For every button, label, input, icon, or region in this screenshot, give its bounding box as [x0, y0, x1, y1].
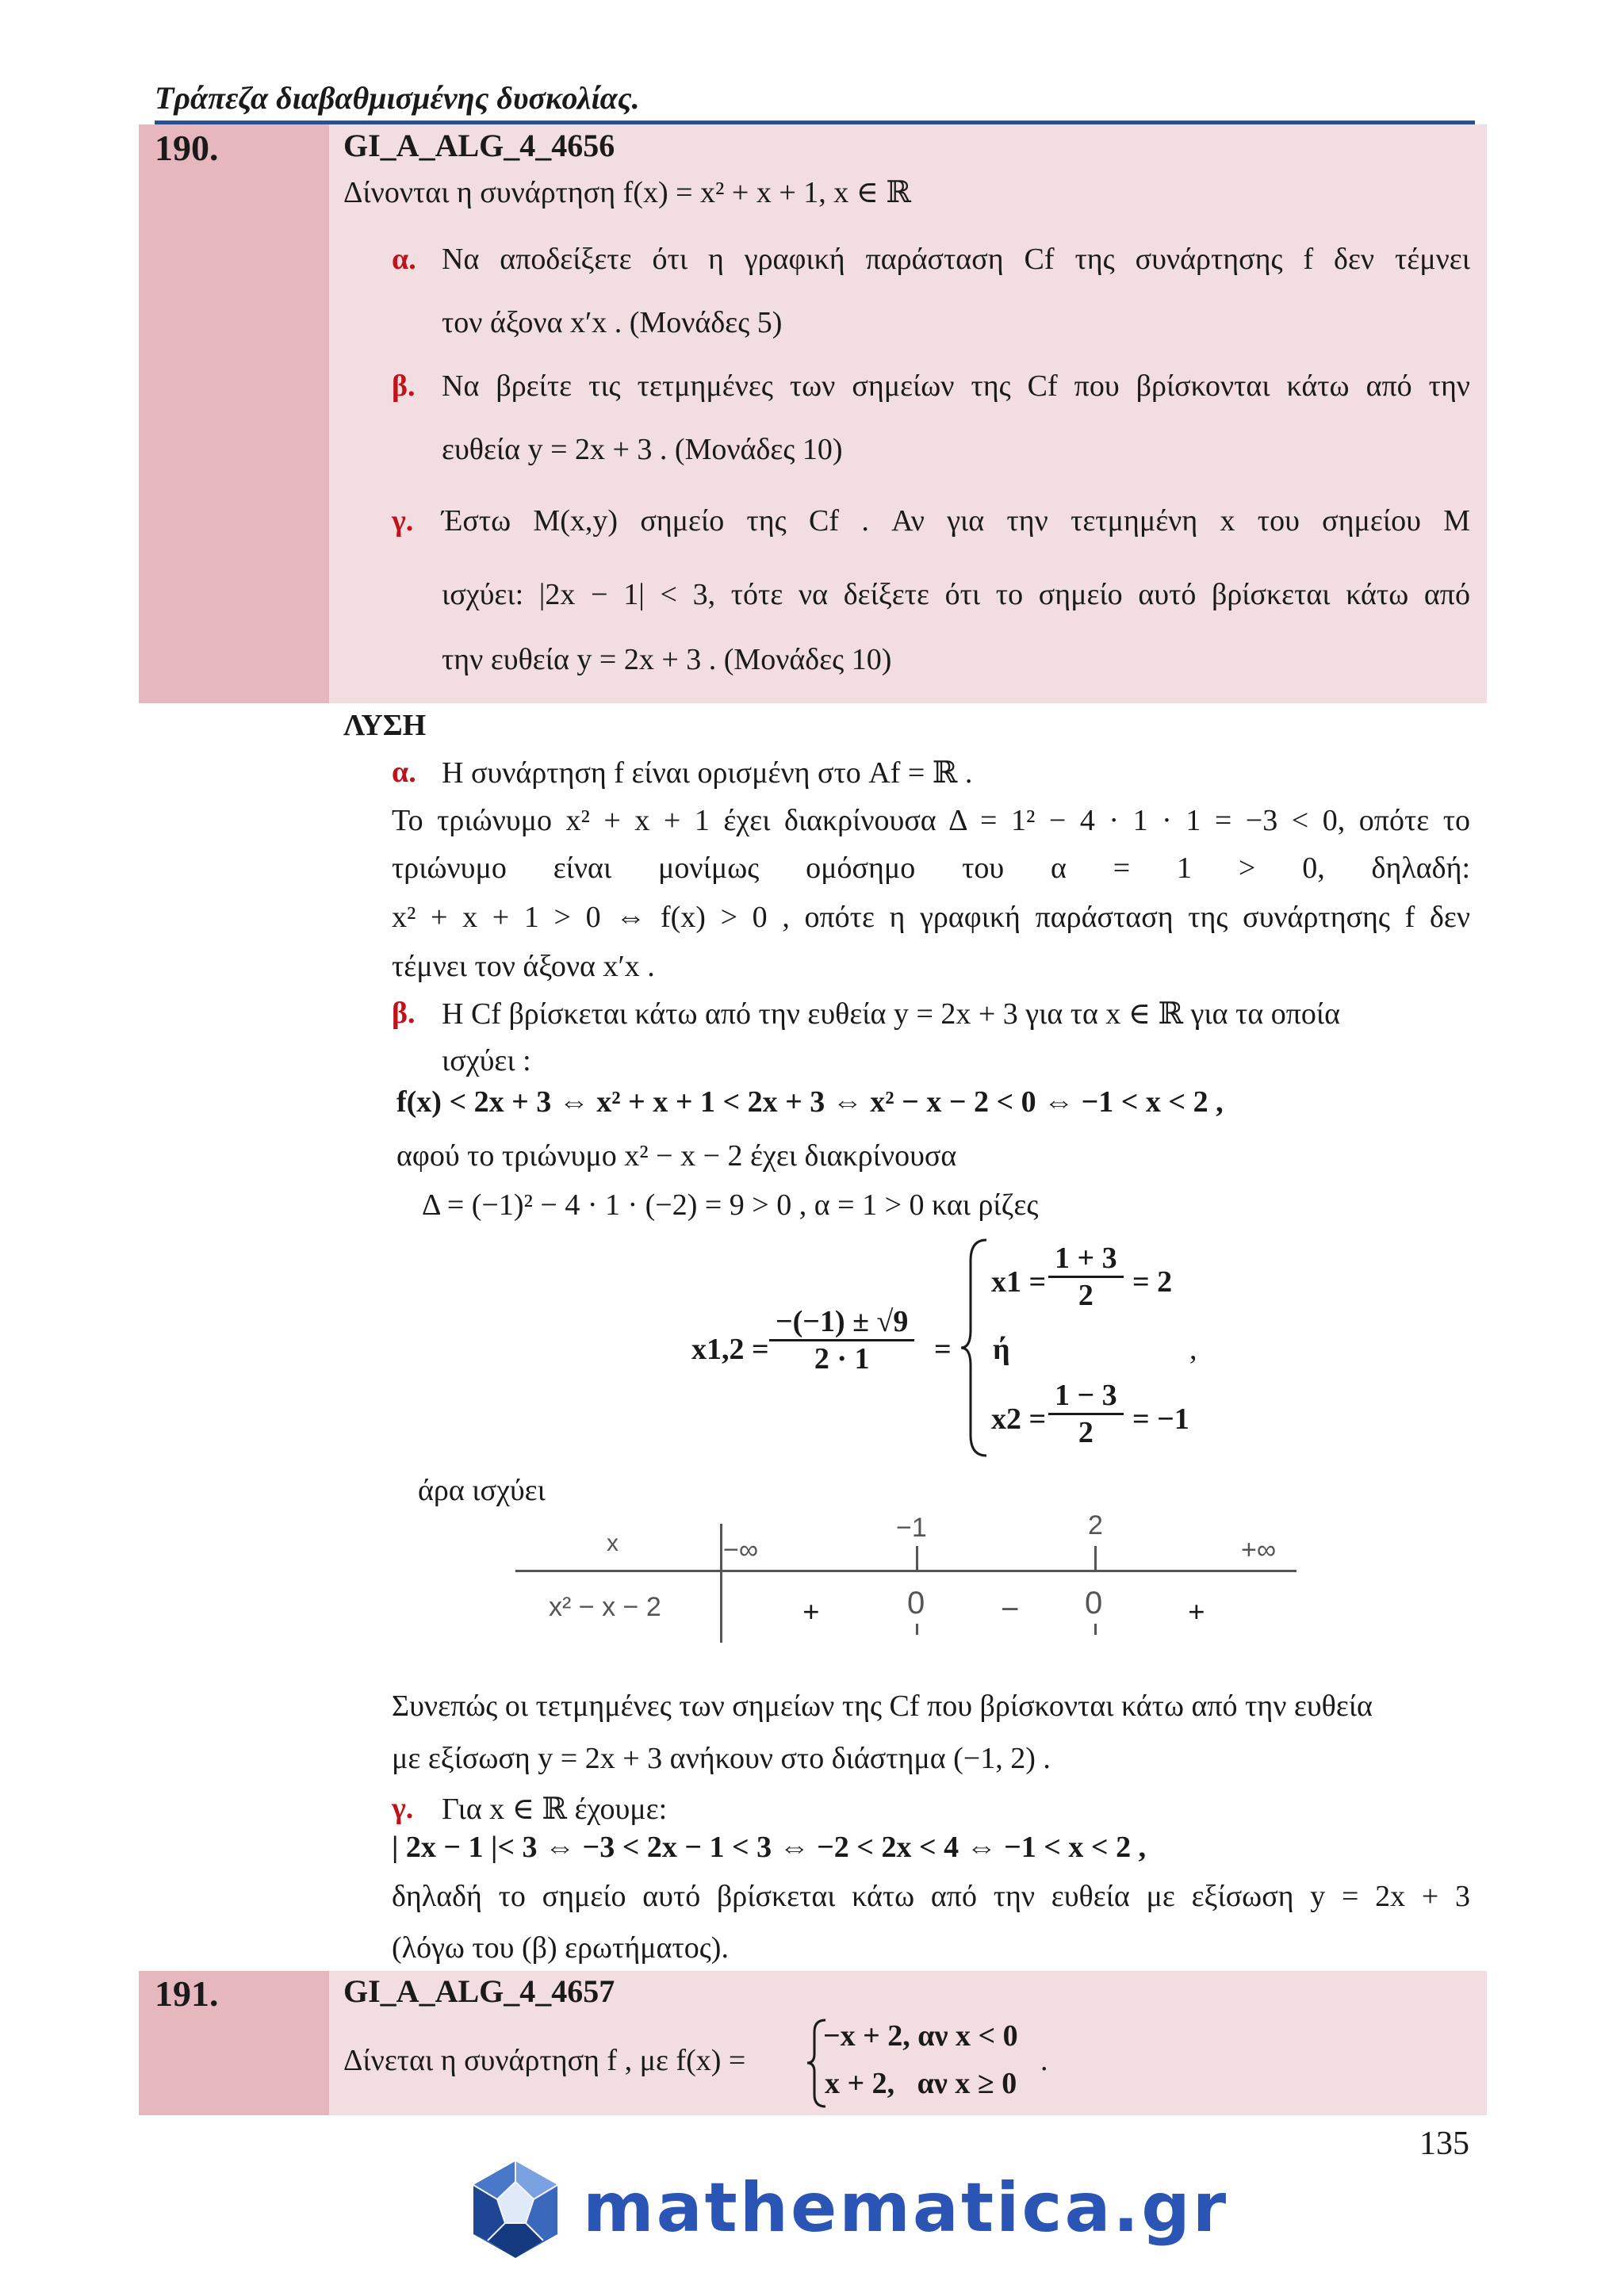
root-x2-rhs: = −1 [1132, 1402, 1189, 1436]
sign-table-s1: + [802, 1596, 820, 1629]
sign-table-s3: + [1188, 1596, 1205, 1629]
sign-table-zline1 [916, 1624, 918, 1635]
solution-conclusion-line1: Συνεπώς οι τετμημένες των σημείων της Cf που βρίσκονται κάτω από την ευθεία [392, 1689, 1373, 1723]
problem-191-given: Δίνεται η συνάρτηση f , με f(x) = [343, 2044, 746, 2077]
roots-fraction [769, 1304, 914, 1376]
solution-b-line3: f(x) < 2x + 3 ⇔ x² + x + 1 < 2x + 3 ⇔ x² − x − 2 < 0 ⇔ −1 < x < 2 , [396, 1085, 1224, 1119]
problem-191-case1: −x + 2, αν x < 0 [823, 2019, 1018, 2053]
solution-c-line3: δηλαδή το σημείο αυτό βρίσκεται κάτω από την ευθεία με εξίσωση y = 2x + 3 [392, 1880, 1470, 1913]
problem-190-code: GI_A_ALG_4_4656 [343, 128, 615, 163]
problem-190-body-cell [329, 124, 1487, 703]
problem-190-b-line2: ευθεία y = 2x + 3 . (Μονάδες 10) [442, 433, 843, 466]
sign-table-root1: −1 [896, 1513, 927, 1543]
problem-190-c-line3: την ευθεία y = 2x + 3 . (Μονάδες 10) [442, 643, 892, 676]
sign-table-vline [720, 1524, 722, 1643]
roots-numerator: −(−1) ± √9 [769, 1304, 914, 1341]
sign-table-x-label: x [607, 1530, 619, 1556]
problem-190-a-label: α. [392, 243, 416, 276]
solution-c-line4: (λόγω του (β) ερωτήματος). [392, 1931, 729, 1965]
sign-table-tick2 [1094, 1546, 1097, 1571]
problem-190-b-line1: Να βρείτε τις τετμημένες των σημείων της Cf που βρίσκονται κάτω από την [442, 369, 1470, 403]
problem-190-a-line2: τον άξονα x′x . (Μονάδες 5) [442, 306, 783, 339]
solution-a-label: α. [392, 756, 416, 789]
roots-comma: , [1189, 1333, 1197, 1366]
solution-a-line2: Το τριώνυμο x² + x + 1 έχει διακρίνουσα Δ = 1² − 4 · 1 · 1 = −3 < 0, οπότε το [392, 804, 1470, 837]
root-x1-numerator: 1 + 3 [1048, 1241, 1124, 1278]
solution-a-line5: τέμνει τον άξονα x′x . [392, 950, 655, 983]
sign-table-root2: 2 [1088, 1510, 1103, 1540]
sign-table-row-label: x² − x − 2 [549, 1592, 661, 1622]
sign-table-tick1 [916, 1546, 918, 1571]
roots-or: ή [993, 1333, 1010, 1366]
problem-190-number-cell [139, 124, 329, 703]
logo-text: mathematica.gr [583, 2168, 1229, 2248]
root-x1-lhs: x1 = [991, 1265, 1047, 1299]
problem-190-c-line2: ισχύει: |2x − 1| < 3, τότε να δείξετε ότι το σημείο αυτό βρίσκεται κάτω από [442, 578, 1470, 611]
sign-table-z1: 0 [907, 1586, 925, 1621]
problem-190-b-label: β. [392, 369, 416, 403]
root-x2-denominator: 2 [1078, 1416, 1094, 1449]
sign-table-s2: − [1001, 1592, 1020, 1627]
solution-b-line2: ισχύει : [442, 1044, 531, 1077]
problem-190-given: Δίνονται η συνάρτηση f(x) = x² + x + 1, x ∈ ℝ [343, 176, 912, 209]
solution-c-line1: Για x ∈ ℝ έχουμε: [442, 1793, 668, 1826]
problem-191-code: GI_A_ALG_4_4657 [343, 1973, 615, 2009]
sign-table-neg-inf: −∞ [723, 1535, 759, 1565]
page-number: 135 [1419, 2126, 1469, 2162]
page-header: Τράπεζα διαβαθμισμένης δυσκολίας. [155, 80, 640, 116]
problem-190-c-line1: Έστω M(x,y) σημείο της Cf . Αν για την τετμημένη x του σημείου M [442, 504, 1470, 538]
sign-table-hline [515, 1570, 1297, 1572]
logo-polyhedron-icon [464, 2158, 567, 2261]
roots-brace [959, 1237, 991, 1459]
solution-conclusion-line2: με εξίσωση y = 2x + 3 ανήκουν στο διάστημα (−1, 2) . [392, 1742, 1051, 1775]
roots-denominator: 2 · 1 [814, 1342, 870, 1376]
root-x1-fraction [1048, 1241, 1124, 1313]
solution-a-line3: τριώνυμο είναι μονίμως ομόσημο του α = 1 > 0, δηλαδή: [392, 851, 1470, 885]
problem-191-dot: . [1040, 2044, 1048, 2077]
problem-190-c-label: γ. [392, 504, 414, 538]
solution-ara: άρα ισχύει [418, 1474, 546, 1507]
problem-190-number: 190. [155, 128, 219, 168]
problem-191-number: 191. [155, 1973, 219, 2014]
solution-c-label: γ. [392, 1792, 414, 1825]
solution-a-line4: x² + x + 1 > 0 ⇔ f(x) > 0 , οπότε η γραφική παράσταση της συνάρτησης f δεν [392, 901, 1470, 934]
sign-table-pos-inf: +∞ [1241, 1535, 1277, 1565]
root-x2-lhs: x2 = [991, 1402, 1047, 1436]
sign-table-z2: 0 [1085, 1586, 1103, 1621]
root-x2-numerator: 1 − 3 [1048, 1378, 1124, 1415]
solution-title: ΛΥΣΗ [343, 709, 427, 742]
problem-191-case2: x + 2, αν x ≥ 0 [825, 2067, 1017, 2100]
solution-b-line1: Η Cf βρίσκεται κάτω από την ευθεία y = 2x + 3 για τα x ∈ ℝ για τα οποία [442, 997, 1341, 1031]
solution-b-line4: αφού το τριώνυμο x² − x − 2 έχει διακρίνουσα [396, 1139, 957, 1173]
solution-b-label: β. [392, 997, 416, 1030]
sign-table-zline2 [1094, 1624, 1097, 1635]
sign-table [515, 1506, 1308, 1641]
roots-equals: = [934, 1333, 952, 1366]
solution-a-line1: Η συνάρτηση f είναι ορισμένη στο Af = ℝ . [442, 756, 973, 790]
problem-190-a-line1: Να αποδείξετε ότι η γραφική παράσταση Cf της συνάρτησης f δεν τέμνει [442, 243, 1470, 276]
solution-c-line2: | 2x − 1 |< 3 ⇔ −3 < 2x − 1 < 3 ⇔ −2 < 2x < 4 ⇔ −1 < x < 2 , [392, 1831, 1147, 1864]
root-x1-rhs: = 2 [1132, 1265, 1173, 1299]
root-x1-denominator: 2 [1078, 1279, 1094, 1312]
solution-b-line5: Δ = (−1)² − 4 · 1 · (−2) = 9 > 0 , α = 1 > 0 και ρίζες [422, 1188, 1039, 1222]
roots-lhs: x1,2 = [691, 1333, 769, 1366]
root-x2-fraction [1048, 1378, 1124, 1450]
